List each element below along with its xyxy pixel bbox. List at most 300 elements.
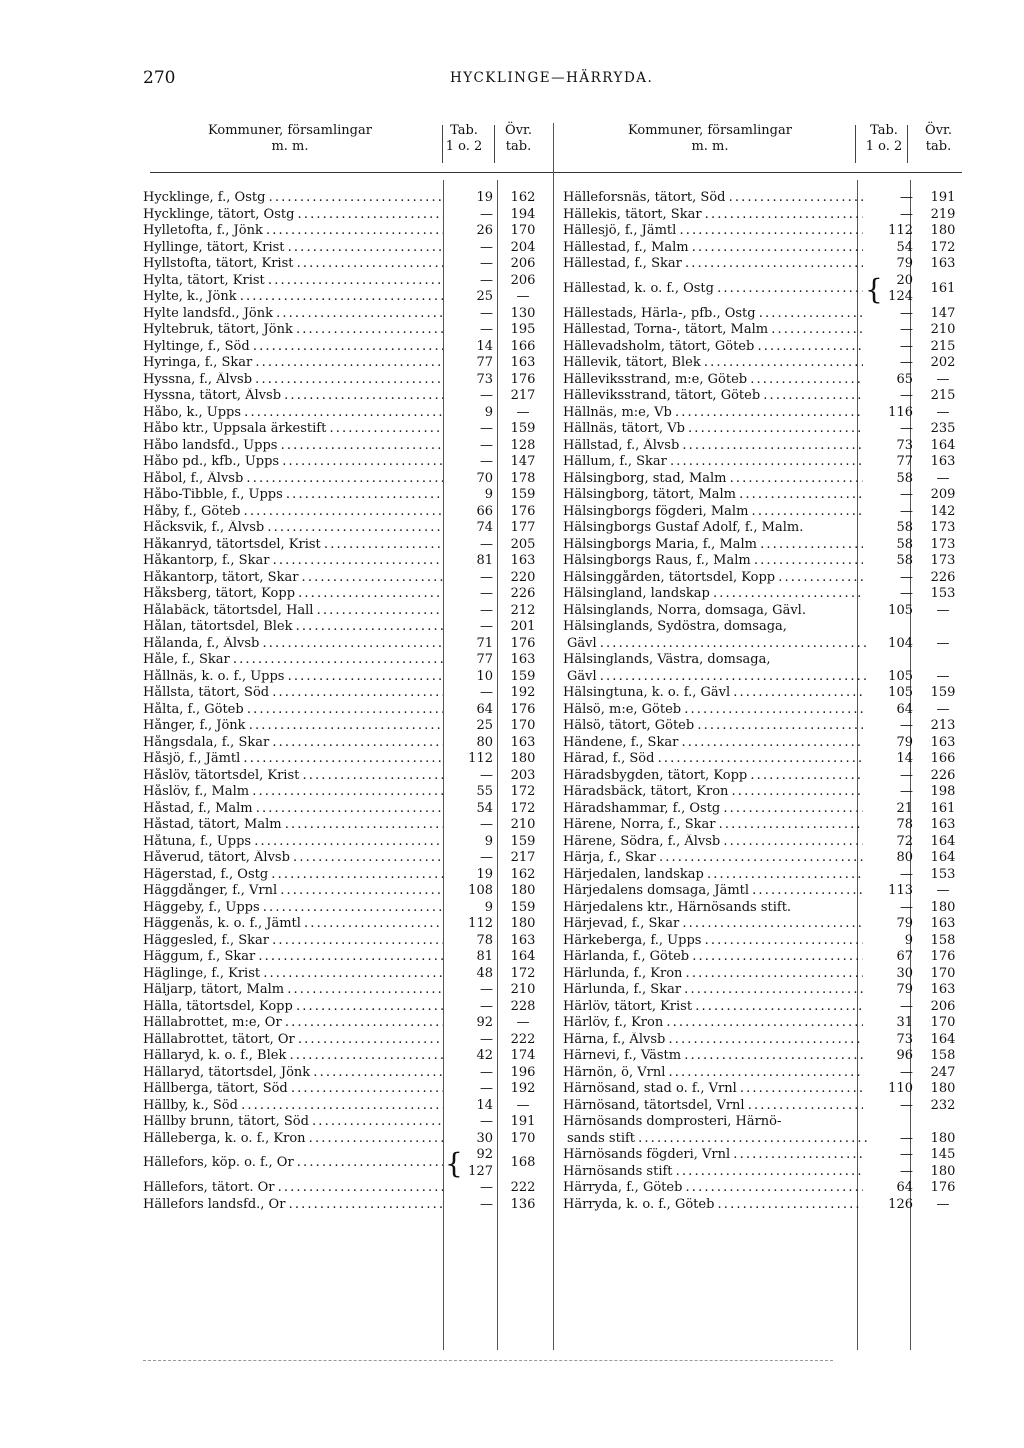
entry-other-ref: 164: [930, 1031, 956, 1047]
entry-other-ref: 159: [510, 487, 536, 502]
entry-name: Hälsingland, landskap . . .: [563, 586, 863, 603]
entry-name: Hälleberga, k. o. f., Kron . . .: [143, 1131, 443, 1148]
entry-tab-ref: 71: [476, 635, 493, 651]
entry-other-ref: 163: [930, 454, 956, 469]
entry-tab-ref: —: [900, 322, 913, 337]
entry-name: Hylte landsfd., Jönk . . .: [143, 306, 443, 323]
entry-other-ref: 215: [930, 338, 956, 354]
entry-name: Hällby, k., Söd . . .: [143, 1098, 443, 1115]
entry-other-ref: 178: [510, 470, 536, 486]
entry-name: Härlöv, f., Kron . . .: [563, 1015, 863, 1032]
entry-name: Håslöv, tätortsdel, Krist . . .: [143, 768, 443, 785]
entry-other-ref: 136: [510, 1196, 536, 1212]
entry-name: Hällefors, tätort. Ör . . .: [143, 1180, 443, 1197]
entry-name: Håsjö, f., Jämtl . . .: [143, 751, 443, 768]
entry-name: Härjedalen, landskap . . .: [563, 867, 863, 884]
entry-tab-ref: 30: [476, 1130, 493, 1146]
entry-name: Håbo, k., Upps . . .: [143, 405, 443, 422]
entry-tab-ref: —: [480, 256, 493, 271]
index-entry: [563, 223, 983, 240]
entry-other-ref: 163: [930, 982, 956, 997]
entry-tab-ref: —: [900, 866, 913, 882]
entry-tab-ref: 66: [476, 503, 493, 519]
index-entry: [143, 207, 563, 224]
entry-name: Håtuna, f., Upps . . .: [143, 834, 443, 851]
entry-tab-ref: 10: [476, 668, 493, 684]
entry-tab-ref: —: [480, 619, 493, 634]
footer-rule: [143, 1360, 833, 1361]
entry-tab-ref: 64: [896, 701, 913, 717]
index-entry: [143, 1131, 563, 1148]
entry-tab-ref: —: [480, 1064, 493, 1080]
entry-other-ref: 173: [930, 536, 956, 552]
entry-other-ref: 164: [930, 437, 956, 453]
entry-tab-ref: —: [480, 272, 493, 288]
index-entry: [143, 619, 563, 636]
entry-other-ref: 162: [510, 866, 536, 882]
index-entry: [143, 999, 563, 1016]
entry-name: Håbol, f., Älvsb . . .: [143, 471, 443, 488]
entry-tab-ref: —: [900, 355, 913, 370]
entry-name: Hälsö, tätort, Göteb . . .: [563, 718, 863, 735]
entry-other-ref: 213: [930, 718, 956, 733]
entry-other-ref: 128: [510, 437, 536, 453]
entry-tab-ref: 21: [896, 800, 913, 816]
index-entry: [143, 1032, 563, 1049]
entry-other-ref: —: [936, 701, 950, 717]
entry-name: Håslöv, f., Malm . . .: [143, 784, 443, 801]
entry-other-ref: 180: [510, 751, 536, 766]
index-entry: [143, 850, 563, 867]
entry-other-ref: 168: [510, 1155, 536, 1170]
entry-other-ref: 205: [510, 536, 536, 552]
index-entry: [563, 256, 983, 273]
entry-tab-ref: 77: [476, 652, 493, 667]
entry-tab-ref: —: [480, 1031, 493, 1047]
entry-tab-ref: 25: [476, 718, 493, 733]
entry-other-ref: 206: [510, 272, 536, 288]
entry-other-ref: 209: [930, 487, 956, 502]
entry-other-ref: 192: [510, 1081, 536, 1096]
index-entry: [563, 421, 983, 438]
index-entry: [563, 405, 983, 422]
index-entry: [143, 240, 563, 257]
index-entry: [563, 240, 983, 257]
entry-tab-ref: —: [480, 685, 493, 700]
entry-tab-ref: 96: [896, 1048, 913, 1063]
entry-name: Gävl . . .: [563, 669, 867, 686]
index-entry: [563, 207, 983, 224]
entry-other-ref: 158: [930, 932, 956, 948]
index-entry: [563, 520, 983, 537]
header-rule: [150, 172, 962, 173]
entry-name: Hånger, f., Jönk . . .: [143, 718, 443, 735]
entry-tab-ref: 105: [888, 602, 913, 618]
index-entry: [143, 702, 563, 719]
entry-other-ref: 170: [930, 965, 956, 981]
entry-name: Håbo pd., kfb., Upps . . .: [143, 454, 443, 471]
entry-name: Hällevik, tätort, Blek . . .: [563, 355, 863, 372]
entry-tab-ref: —: [480, 1180, 493, 1195]
entry-other-ref: 226: [510, 586, 536, 601]
entry-other-ref: 192: [510, 685, 536, 700]
entry-other-ref: 180: [510, 916, 536, 931]
entry-tab-ref: 9: [484, 487, 493, 502]
index-entry: [143, 1098, 563, 1115]
entry-name: Håle, f., Skar . . .: [143, 652, 443, 669]
entry-tab-ref: 80: [476, 734, 493, 750]
index-entry: [563, 603, 983, 620]
header-ovr: Övr. tab.: [505, 123, 532, 154]
entry-name: Hålta, f., Göteb . . .: [143, 702, 443, 719]
index-entry: [563, 306, 983, 323]
index-entry: [143, 1180, 563, 1197]
entry-other-ref: —: [516, 1015, 530, 1030]
entry-other-ref: 180: [510, 883, 536, 898]
index-entry: [143, 372, 563, 389]
index-entry: [143, 768, 563, 785]
entry-tab-ref: 19: [476, 190, 493, 205]
entry-name: Häggenås, k. o. f., Jämtl . . .: [143, 916, 443, 933]
entry-name: Hälsinglands, Norra, domsaga, Gävl.: [563, 602, 806, 618]
entry-tab-ref: 14: [476, 1097, 493, 1113]
index-entry: [143, 504, 563, 521]
entry-other-ref: 172: [510, 800, 536, 816]
index-entry: [563, 933, 983, 950]
entry-tab-ref: 81: [476, 553, 493, 568]
entry-tab-ref: 67: [896, 949, 913, 964]
entry-tab-ref: —: [480, 586, 493, 601]
index-entry: [143, 1114, 563, 1131]
entry-name: Hyringa, f., Skar . . .: [143, 355, 443, 372]
index-column-right: [563, 190, 983, 1213]
entry-name: Håkantorp, f., Skar . . .: [143, 553, 443, 570]
entry-other-ref: 176: [930, 1180, 956, 1195]
entry-other-ref: 130: [510, 305, 536, 321]
entry-other-ref: 177: [510, 520, 536, 535]
entry-tab-ref: —: [480, 817, 493, 832]
entry-name: Håksberg, tätort, Kopp . . .: [143, 586, 443, 603]
entry-other-ref: 222: [510, 1031, 536, 1047]
entry-other-ref: 210: [510, 982, 536, 997]
entry-other-ref: 159: [510, 668, 536, 684]
entry-name: Håstad, tätort, Malm . . .: [143, 817, 443, 834]
entry-tab-ref: 14: [476, 338, 493, 354]
entry-name: Hällaryd, tätortsdel, Jönk . . .: [143, 1065, 443, 1082]
entry-tab-ref: —: [900, 1130, 913, 1146]
entry-name: Häradsbäck, tätort, Kron . . .: [563, 784, 863, 801]
entry-name: Hälleviksstrand, m:e, Göteb . . .: [563, 372, 863, 389]
column-header-left: [130, 123, 550, 173]
entry-tab-ref: —: [480, 421, 493, 436]
entry-other-ref: 180: [930, 1081, 956, 1096]
entry-tab-ref: 73: [896, 1031, 913, 1047]
entry-name: Hyssna, f., Älvsb . . .: [143, 372, 443, 389]
index-entry: [563, 702, 983, 719]
index-entry: [143, 537, 563, 554]
index-entry: [143, 586, 563, 603]
entry-other-ref: 180: [930, 1163, 956, 1179]
entry-other-ref: 180: [930, 899, 956, 915]
index-entry: [563, 850, 983, 867]
index-entry: [143, 273, 563, 290]
entry-name: Håkanryd, tätortsdel, Krist . . .: [143, 537, 443, 554]
entry-other-ref: 164: [930, 833, 956, 849]
entry-other-ref: 195: [510, 322, 536, 337]
entry-tab-ref: —: [480, 239, 493, 255]
entry-tab-ref: 65: [896, 371, 913, 387]
entry-name: Härlöv, tätort, Krist . . .: [563, 999, 863, 1016]
index-entry: [563, 669, 983, 686]
index-entry: [143, 1147, 563, 1180]
index-entry: [143, 801, 563, 818]
index-entry: [563, 834, 983, 851]
index-entry: [143, 1015, 563, 1032]
entry-other-ref: 226: [930, 767, 956, 783]
entry-tab-ref: —: [900, 1163, 913, 1179]
index-entry: [143, 1048, 563, 1065]
entry-tab-ref: 112: [468, 751, 493, 766]
entry-name: Hycklinge, tätort, Östg . . .: [143, 207, 443, 224]
entry-name: Hälsingborgs fögderi, Malm . . .: [563, 504, 863, 521]
entry-tab-ref: —: [480, 767, 493, 783]
entry-tab-ref: —: [900, 718, 913, 733]
index-entry: [563, 867, 983, 884]
entry-other-ref: 159: [510, 899, 536, 915]
entry-other-ref: 172: [930, 239, 956, 255]
entry-tab-ref: —: [900, 421, 913, 436]
entry-name: Härnösands stift . . .: [563, 1164, 863, 1181]
entry-name: sands stift . . .: [563, 1131, 867, 1148]
entry-other-ref: 145: [930, 1147, 956, 1162]
entry-name: Härjevad, f., Skar . . .: [563, 916, 863, 933]
entry-tab-ref: [863, 273, 913, 306]
entry-other-ref: 166: [510, 338, 536, 354]
entry-name: Händene, f., Skar . . .: [563, 735, 863, 752]
index-entry: [563, 619, 983, 636]
index-entry: [563, 339, 983, 356]
entry-other-ref: 153: [930, 586, 956, 601]
entry-other-ref: 206: [930, 998, 956, 1014]
entry-name: Hylletofta, f., Jönk . . .: [143, 223, 443, 240]
index-entry: [143, 883, 563, 900]
entry-tab-ref: —: [900, 206, 913, 222]
brace-glyph: {: [865, 272, 883, 306]
index-entry: [563, 1048, 983, 1065]
entry-tab-ref: —: [900, 1097, 913, 1113]
entry-name: Hällby brunn, tätort, Söd . . .: [143, 1114, 443, 1131]
index-entry: [563, 1164, 983, 1181]
entry-name: Härene, Norra, f., Skar . . .: [563, 817, 863, 834]
entry-tab-ref: 73: [896, 437, 913, 453]
entry-tab-ref: —: [900, 487, 913, 502]
entry-name: Hällestad, f., Malm . . .: [563, 240, 863, 257]
entry-tab-ref: 116: [888, 404, 913, 420]
entry-tab-ref: 112: [468, 916, 493, 931]
entry-tab-ref: 30: [896, 965, 913, 981]
entry-other-ref: 194: [510, 206, 536, 222]
index-entry: [563, 190, 983, 207]
entry-tab-ref: —: [900, 1147, 913, 1162]
entry-tab-ref: —: [900, 899, 913, 915]
entry-tab-ref: —: [480, 322, 493, 337]
entry-tab-ref: 110: [888, 1081, 913, 1096]
entry-tab-ref: —: [900, 503, 913, 519]
entry-tab-ref: 78: [476, 932, 493, 948]
entry-name: Häggesled, f., Skar . . .: [143, 933, 443, 950]
entry-tab-ref-1: 20: [896, 272, 913, 288]
index-entry: [563, 355, 983, 372]
header-tab: Tab. 1 o. 2: [445, 123, 483, 154]
entry-tab-ref-1: 92: [476, 1147, 493, 1162]
entry-other-ref: 163: [930, 916, 956, 931]
entry-name: Hällestads, Härla-, pfb., Östg . . .: [563, 306, 863, 323]
entry-name: Härlunda, f., Kron . . .: [563, 966, 863, 983]
entry-tab-ref: 126: [888, 1196, 913, 1212]
entry-other-ref: 153: [930, 866, 956, 882]
entry-name: Hällestad, f., Skar . . .: [563, 256, 863, 273]
index-entry: [563, 553, 983, 570]
entry-other-ref: 163: [510, 932, 536, 948]
entry-other-ref: 173: [930, 520, 956, 535]
index-entry: [563, 1065, 983, 1082]
entry-name: Hälsö, m:e, Göteb . . .: [563, 702, 863, 719]
entry-name: Hälsingborgs Gustaf Adolf, f., Malm.: [563, 520, 804, 535]
entry-tab-ref: 105: [888, 685, 913, 700]
column-header-right: [550, 123, 970, 173]
entry-name: Hällevadsholm, tätort, Göteb . . .: [563, 339, 863, 356]
entry-name: Hägerstad, f., Östg . . .: [143, 867, 443, 884]
index-entry: [143, 603, 563, 620]
entry-tab-ref: —: [480, 388, 493, 403]
entry-tab-ref: 113: [888, 883, 913, 898]
entry-name: Hällum, f., Skar . . .: [563, 454, 863, 471]
entry-name: Härnösand, tätortsdel, Vrnl . . .: [563, 1098, 863, 1115]
entry-tab-ref: 92: [476, 1015, 493, 1030]
index-entry: [143, 735, 563, 752]
entry-other-ref: 173: [930, 553, 956, 568]
entry-other-ref: 163: [510, 355, 536, 370]
index-entry: [563, 1015, 983, 1032]
entry-tab-ref-2: 127: [468, 1163, 493, 1179]
index-entry: [143, 834, 563, 851]
entry-tab-ref: 48: [476, 965, 493, 981]
index-entry: [563, 636, 983, 653]
index-entry: [563, 1147, 983, 1164]
entry-other-ref: 217: [510, 388, 536, 403]
entry-tab-ref: 9: [484, 899, 493, 915]
index-entry: [563, 537, 983, 554]
index-entry: [563, 1081, 983, 1098]
entry-name: Härnösands fögderi, Vrnl . . .: [563, 1147, 863, 1164]
entry-tab-ref: 14: [896, 751, 913, 766]
entry-other-ref: 206: [510, 256, 536, 271]
entry-tab-ref: —: [480, 998, 493, 1014]
entry-name: Häglinge, f., Krist . . .: [143, 966, 443, 983]
entry-name: Hälla, tätortsdel, Kopp . . .: [143, 999, 443, 1016]
entry-other-ref: 191: [510, 1114, 536, 1129]
entry-tab-ref: 54: [896, 239, 913, 255]
entry-name: Håbo ktr., Uppsala ärkestift . . .: [143, 421, 443, 438]
entry-other-ref: 176: [510, 701, 536, 717]
index-entry: [143, 669, 563, 686]
index-entry: [563, 949, 983, 966]
entry-tab-ref: —: [480, 206, 493, 222]
index-entry: [143, 652, 563, 669]
index-entry: [143, 636, 563, 653]
entry-name: Håbo-Tibble, f., Upps . . .: [143, 487, 443, 504]
index-entry: [563, 1114, 983, 1131]
entry-other-ref: 202: [930, 355, 956, 370]
entry-tab-ref: 55: [476, 784, 493, 799]
entry-other-ref: 162: [510, 190, 536, 205]
index-entry: [143, 520, 563, 537]
index-entry: [563, 784, 983, 801]
index-entry: [143, 223, 563, 240]
entry-name: Hälleforsnäs, tätort, Söd . . .: [563, 190, 863, 207]
index-entry: [563, 504, 983, 521]
entry-other-ref: 247: [930, 1064, 956, 1080]
entry-other-ref: 147: [930, 305, 956, 321]
entry-other-ref: —: [516, 404, 530, 420]
entry-tab-ref: 79: [896, 982, 913, 997]
index-entry: [563, 999, 983, 1016]
entry-name: Hällabrottet, tätort, Ör . . .: [143, 1032, 443, 1049]
entry-other-ref: —: [936, 883, 950, 898]
entry-tab-ref: 58: [896, 536, 913, 552]
entry-other-ref: 180: [930, 1130, 956, 1146]
entry-other-ref: 235: [930, 421, 956, 436]
entry-tab-ref: 9: [484, 833, 493, 849]
header-divider: [907, 125, 908, 163]
entry-name: Håbo landsfd., Upps . . .: [143, 438, 443, 455]
index-entry: [563, 273, 983, 306]
entry-name: Hyltebruk, tätort, Jönk . . .: [143, 322, 443, 339]
entry-other-ref: 191: [930, 190, 956, 205]
entry-tab-ref: 104: [888, 635, 913, 651]
entry-tab-ref: —: [900, 388, 913, 403]
entry-other-ref: 159: [510, 833, 536, 849]
entry-name: Hällnäs, m:e, Vb . . .: [563, 405, 863, 422]
entry-name: Hållnäs, k. o. f., Upps . . .: [143, 669, 443, 686]
entry-other-ref: 220: [510, 569, 536, 585]
entry-name: Håverud, tätort, Älvsb . . .: [143, 850, 443, 867]
index-entry: [563, 322, 983, 339]
entry-tab-ref: 72: [896, 833, 913, 849]
entry-other-ref: 210: [930, 322, 956, 337]
index-entry: [563, 388, 983, 405]
entry-tab-ref: —: [480, 437, 493, 453]
entry-other-ref: 180: [930, 223, 956, 238]
entry-other-ref: —: [936, 635, 950, 651]
entry-other-ref: —: [936, 371, 950, 387]
index-entry: [143, 982, 563, 999]
entry-name: Hälsingborg, tätort, Malm . . .: [563, 487, 863, 504]
index-entry: [143, 966, 563, 983]
entry-name: Hällefors landsfd., Ör . . .: [143, 1197, 443, 1214]
entry-other-ref: 170: [510, 223, 536, 238]
entry-name: Håkantorp, tätort, Skar . . .: [143, 570, 443, 587]
index-entry: [563, 768, 983, 785]
entry-other-ref: 142: [930, 503, 956, 519]
entry-other-ref: 222: [510, 1180, 536, 1195]
entry-name: Härad, f., Söd . . .: [563, 751, 863, 768]
entry-tab-ref: 64: [476, 701, 493, 717]
entry-tab-ref: —: [900, 190, 913, 205]
index-entry: [143, 289, 563, 306]
entry-tab-ref: 54: [476, 800, 493, 816]
index-entry: [143, 438, 563, 455]
